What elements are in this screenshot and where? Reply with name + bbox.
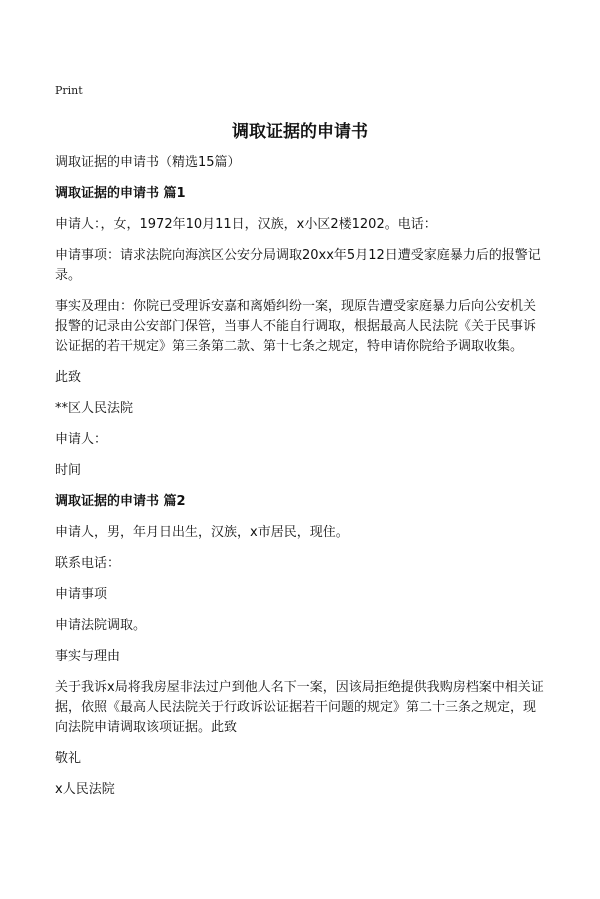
article-2-heading: 调取证据的申请书 篇2 xyxy=(55,494,186,509)
article-2-facts-heading: 事实与理由 xyxy=(55,649,121,664)
article-2-request: 申请法院调取。 xyxy=(55,618,147,633)
article-1-court: **区人民法院 xyxy=(55,401,134,416)
article-1-heading: 调取证据的申请书 篇1 xyxy=(55,186,186,201)
article-2-facts: 关于我诉x局将我房屋非法过户到他人名下一案，因该局拒绝提供我购房档案中相关证据，依照《最高人民法院关于行政诉讼证据若干问题的规定》第二十三条之规定，现向法院申请调取该项证据。此致 xyxy=(55,680,544,735)
article-1-salutation: 此致 xyxy=(55,370,82,385)
article-1-signature: 申请人： xyxy=(55,432,108,447)
article-2-phone: 联系电话： xyxy=(55,556,121,571)
document-title: 调取证据的申请书 xyxy=(232,122,368,142)
article-1-request: 申请事项：请求法院向海滨区公安分局调取20xx年5月12日遭受家庭暴力后的报警记录。 xyxy=(55,248,541,283)
print-label: Print xyxy=(55,84,83,97)
document-body xyxy=(55,153,547,811)
article-1-applicant: 申请人：，女，1972年10月11日，汉族，x小区2楼1202。电话： xyxy=(55,217,437,232)
article-2-applicant: 申请人，男，年月日出生，汉族，x市居民，现住。 xyxy=(55,525,349,540)
article-2-closing: 敬礼 xyxy=(55,751,82,766)
article-2-request-heading: 申请事项 xyxy=(55,587,108,602)
article-1-date: 时间 xyxy=(55,463,82,478)
document-subtitle: 调取证据的申请书（精选15篇） xyxy=(55,155,241,170)
article-1-facts: 事实及理由：你院已受理诉安嘉和离婚纠纷一案，现原告遭受家庭暴力后向公安机关报警的记录由公安部门保管，当事人不能自行调取，根据最高人民法院《关于民事诉讼证据的若干规定》第三条第二款、第十七条之规定，特申请你院给予调取收集。 xyxy=(55,299,537,354)
article-2-court: x人民法院 xyxy=(55,782,115,797)
